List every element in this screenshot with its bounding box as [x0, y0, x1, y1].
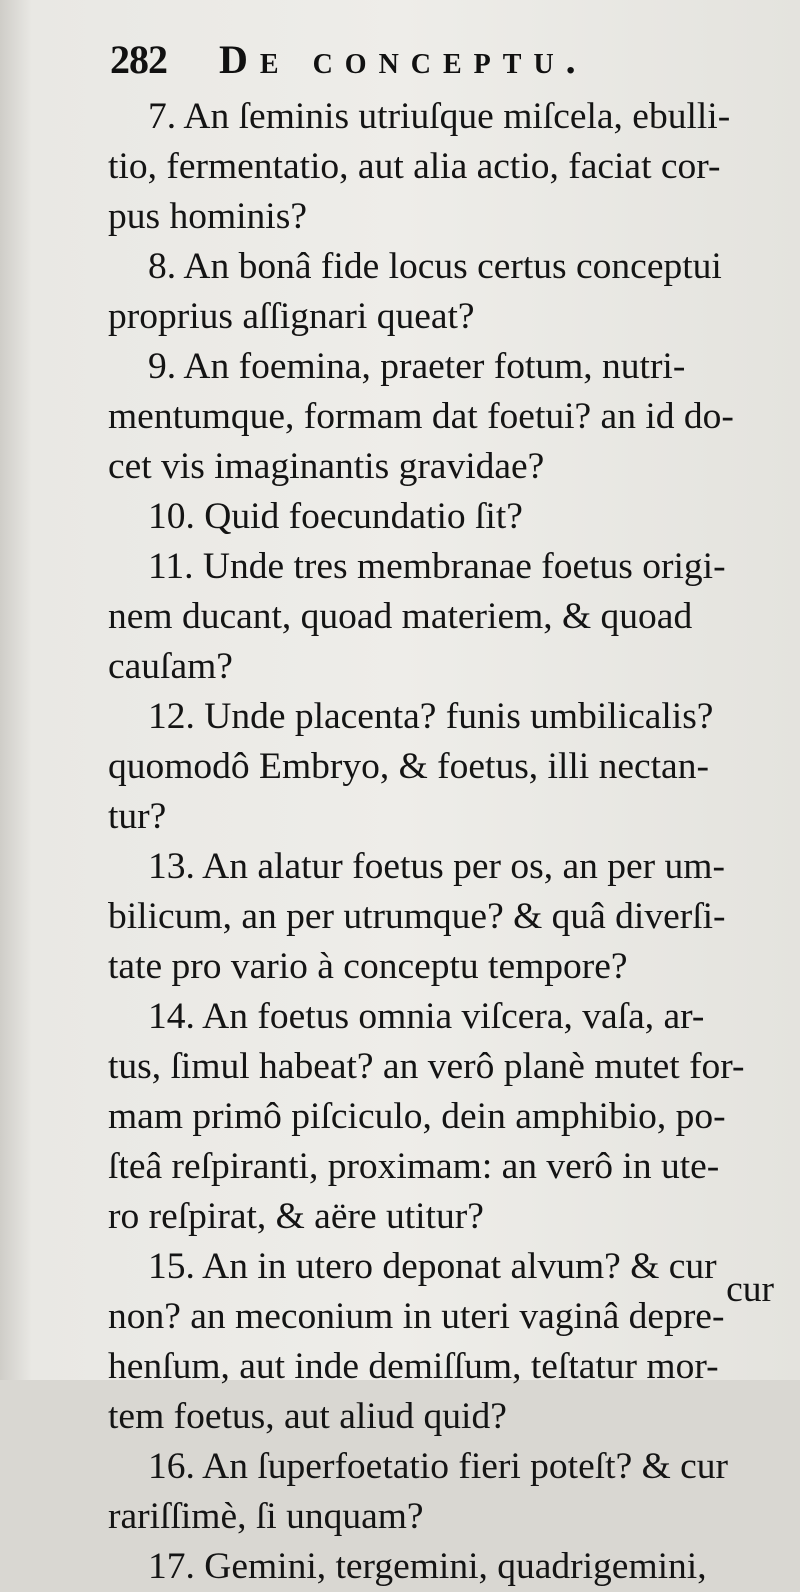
page-number: 282	[110, 37, 167, 82]
text-line: 14. An foetus omnia viſcera, vaſa, ar-	[148, 996, 705, 1037]
running-head: De conceptu.	[219, 37, 588, 82]
question-paragraph	[108, 92, 784, 242]
text-line: henſum, aut inde demiſſum, teſtatur mor-	[108, 1346, 719, 1387]
text-line: tur?	[108, 796, 167, 837]
question-paragraph	[108, 542, 784, 692]
text-line: ſteâ reſpiranti, proximam: an verô in ute-	[108, 1146, 720, 1187]
text-line: proprius aſſignari queat?	[108, 296, 475, 337]
text-line: nem ducant, quoad materiem, & quoad	[108, 596, 693, 637]
text-line: bilicum, an per utrumque? & quâ diverſi-	[108, 896, 726, 937]
question-paragraph	[108, 992, 784, 1242]
text-line: 8. An bonâ fide locus certus conceptui	[148, 246, 722, 287]
text-line: 7. An ſeminis utriuſque miſcela, ebulli-	[148, 96, 731, 137]
text-line: cauſam?	[108, 646, 233, 687]
text-line: pus hominis?	[108, 196, 307, 237]
text-line: 12. Unde placenta? funis umbilicalis?	[148, 696, 714, 737]
question-paragraph	[108, 242, 784, 342]
catchword: cur	[726, 1269, 774, 1310]
text-line: quomodô Embryo, & foetus, illi nectan-	[108, 746, 709, 787]
text-line: 11. Unde tres membranae foetus origi-	[148, 546, 726, 587]
question-paragraph	[108, 692, 784, 842]
text-line: tate pro vario à conceptu tempore?	[108, 946, 628, 987]
text-line: mam primô piſciculo, dein amphibio, po-	[108, 1096, 726, 1137]
text-line: 17. Gemini, tergemini, quadrigemini,	[148, 1546, 707, 1587]
text-line: 9. An foemina, praeter fotum, nutri-	[148, 346, 686, 387]
text-line: rariſſimè, ſi unquam?	[108, 1496, 424, 1537]
text-line: 16. An ſuperfoetatio fieri poteſt? & cur	[148, 1446, 729, 1487]
text-line: tus, ſimul habeat? an verô planè mutet for-	[108, 1046, 745, 1087]
text-line: tio, fermentatio, aut alia actio, faciat cor-	[108, 146, 721, 187]
text-line: cet vis imaginantis gravidae?	[108, 446, 545, 487]
question-paragraph	[108, 492, 784, 542]
question-paragraph	[108, 842, 784, 992]
text-line: 13. An alatur foetus per os, an per um-	[148, 846, 725, 887]
text-line: 15. An in utero deponat alvum? & cur	[148, 1246, 717, 1287]
text-line: non? an meconium in uteri vaginâ depre-	[108, 1296, 725, 1337]
text-line: tem foetus, aut aliud quid?	[108, 1396, 507, 1437]
question-paragraph	[108, 342, 784, 492]
text-line: 10. Quid foecundatio ſit?	[148, 496, 523, 537]
text-line: ro reſpirat, & aëre utitur?	[108, 1196, 484, 1237]
question-paragraph	[108, 1542, 784, 1592]
question-paragraph	[108, 1242, 784, 1442]
text-line: mentumque, formam dat foetui? an id do-	[108, 396, 734, 437]
question-paragraph	[108, 1442, 784, 1542]
page-header	[110, 36, 770, 92]
question-list	[108, 92, 784, 1592]
